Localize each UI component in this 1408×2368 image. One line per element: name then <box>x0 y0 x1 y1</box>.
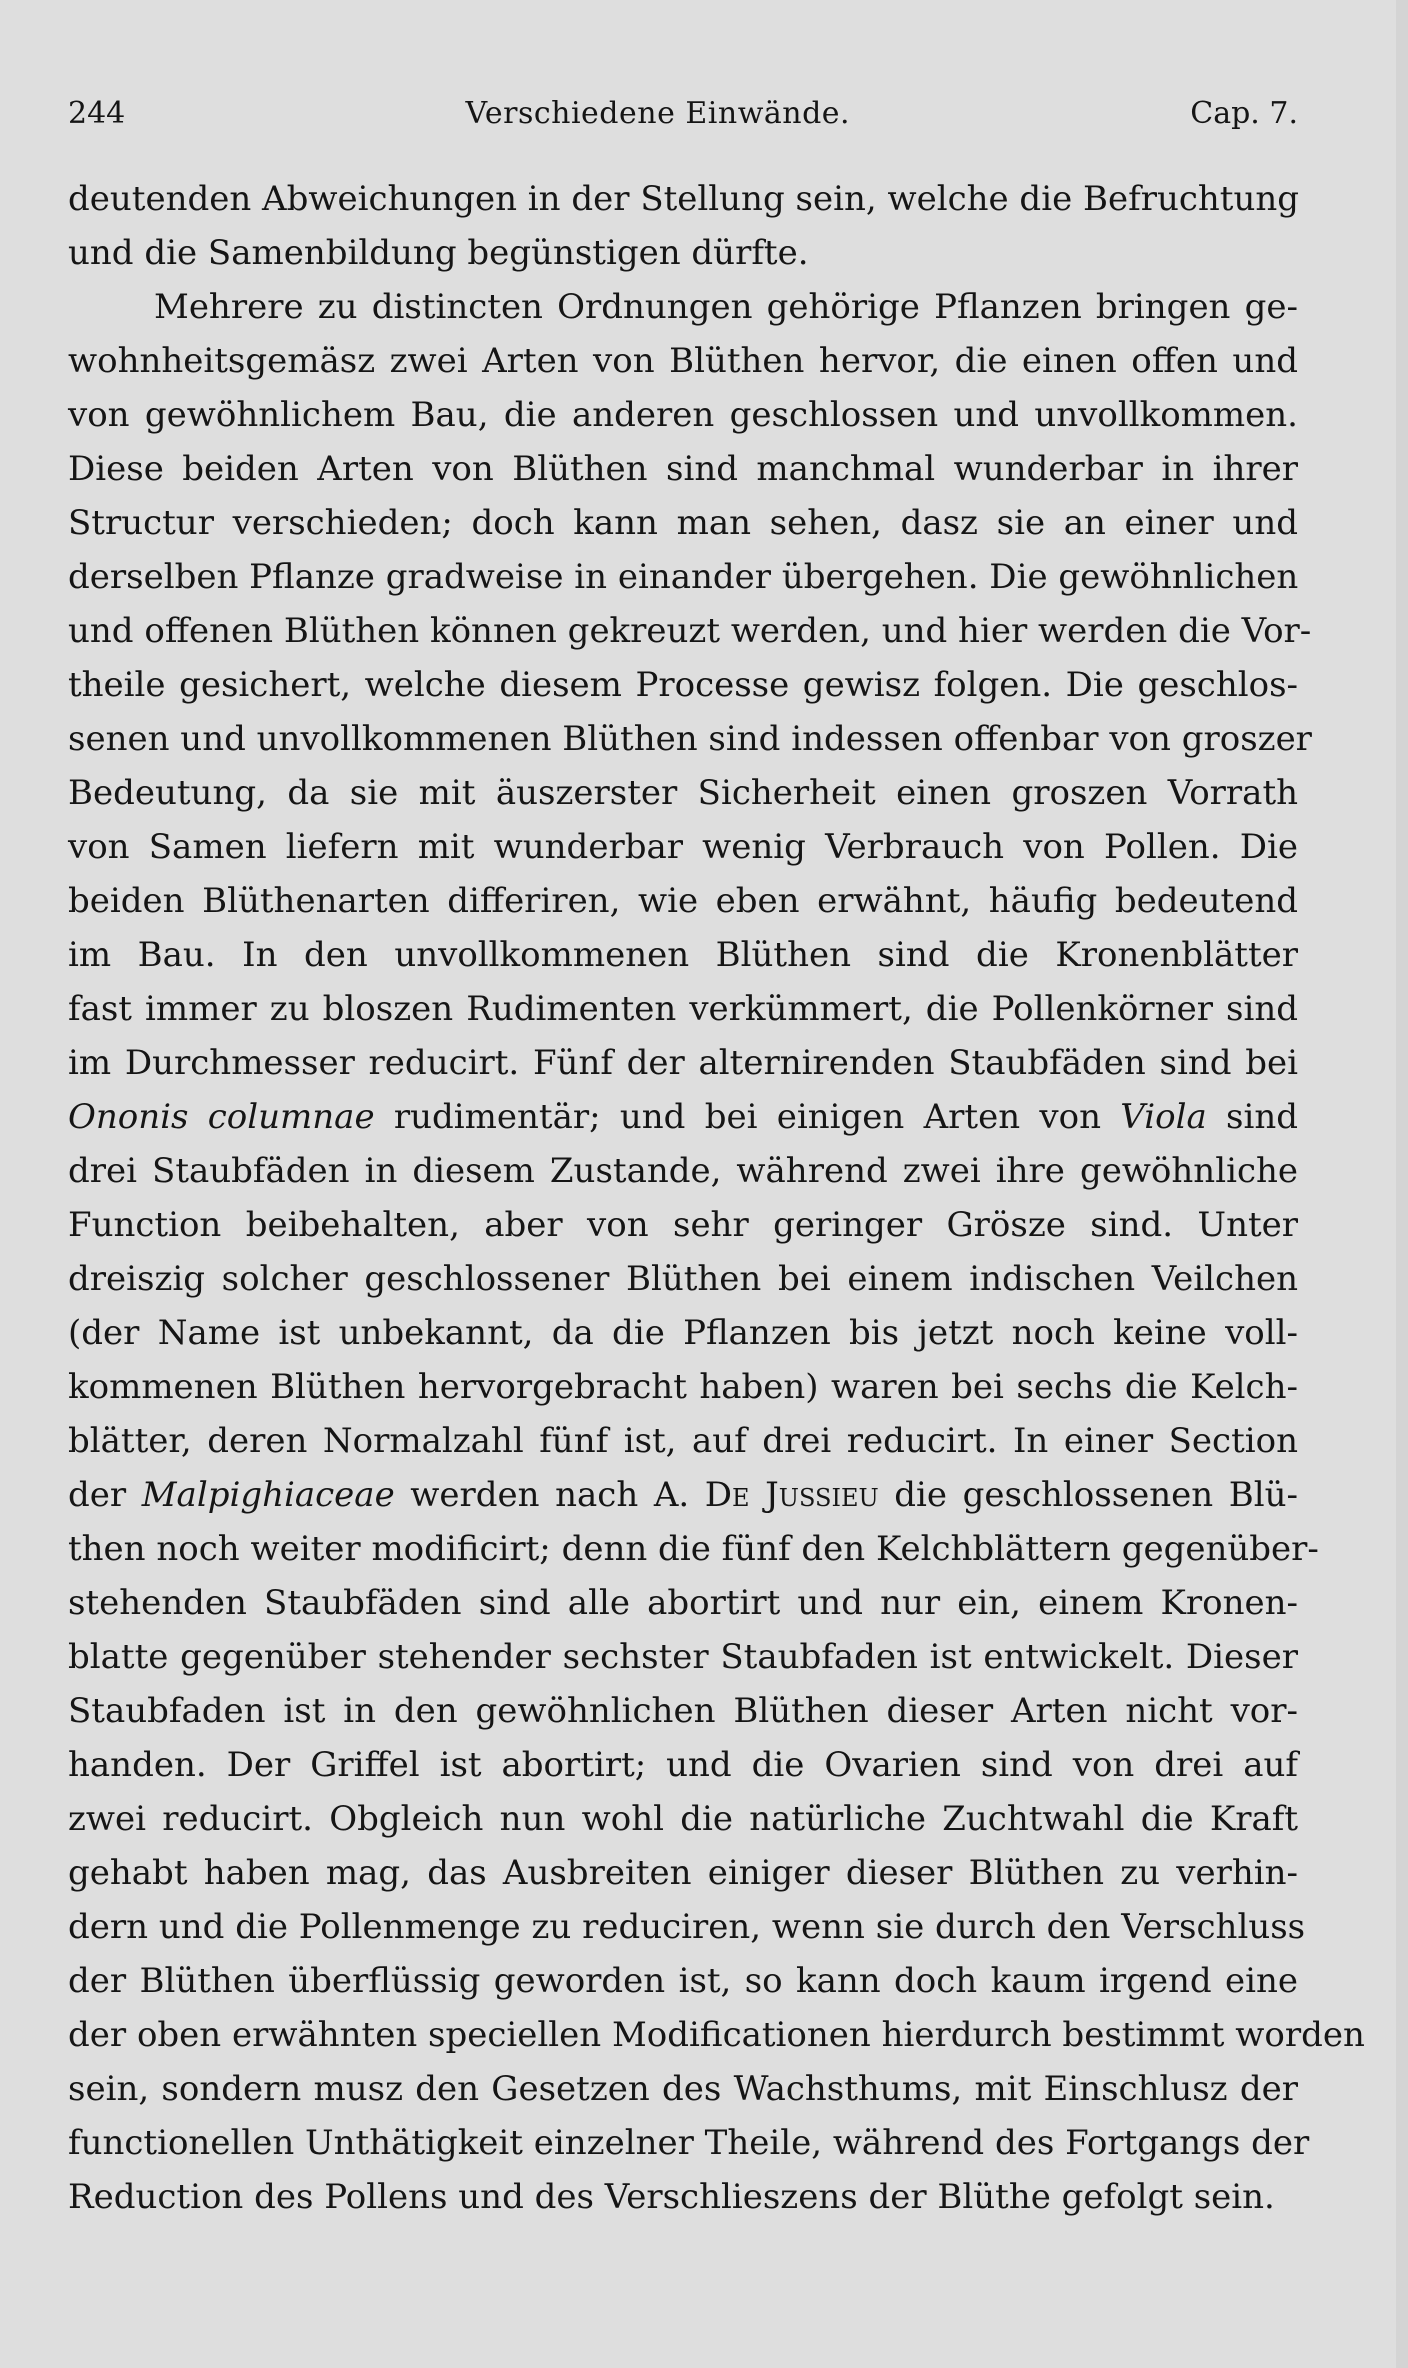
text-line: im Bau. In den unvollkommenen Blüthen sind die Kronenblätter <box>68 935 1298 975</box>
text-line: gehabt haben mag, das Ausbreiten einiger dieser Blüthen zu verhin- <box>68 1853 1298 1893</box>
running-header <box>68 92 1298 136</box>
text-line: der Blüthen überflüssig geworden ist, so kann doch kaum irgend eine <box>68 1961 1298 2001</box>
text-line: dern und die Pollenmenge zu reduciren, wenn sie durch den Verschluss <box>68 1907 1306 1947</box>
author-name: De Jussieu <box>704 1475 879 1515</box>
page-number: 244 <box>68 96 126 131</box>
text-line: then noch weiter modificirt; denn die fünf den Kelchblättern gegenüber- <box>68 1529 1319 1569</box>
text-line: Mehrere zu distincten Ordnungen gehörige Pflanzen bringen ge- <box>154 287 1298 327</box>
text-line: derselben Pflanze gradweise in einander übergehen. Die gewöhnlichen <box>68 557 1299 597</box>
text-line: von gewöhnlichem Bau, die anderen geschlossen und unvollkommen. <box>68 395 1298 435</box>
text-line: functionellen Unthätigkeit einzelner Theile, während des Fortgangs der <box>68 2123 1310 2163</box>
running-title: Verschiedene Einwände. <box>465 96 851 131</box>
text-line: wohnheitsgemäsz zwei Arten von Blüthen hervor, die einen offen und <box>68 341 1298 381</box>
text-line: senen und unvollkommenen Blüthen sind indessen offenbar von groszer <box>68 719 1312 759</box>
text-line: sein, sondern musz den Gesetzen des Wachsthums, mit Einschlusz der <box>68 2069 1298 2109</box>
text-line: im Durchmesser reducirt. Fünf der alternirenden Staubfäden sind bei <box>68 1043 1298 1083</box>
text-line: kommenen Blüthen hervorgebracht haben) waren bei sechs die Kelch- <box>68 1367 1298 1407</box>
text-line: stehenden Staubfäden sind alle abortirt und nur ein, einem Kronen- <box>68 1583 1298 1623</box>
text-line: Staubfaden ist in den gewöhnlichen Blüthen dieser Arten nicht vor- <box>68 1691 1298 1731</box>
chapter-label: Cap. 7. <box>1190 96 1298 131</box>
body-text <box>68 172 1365 2224</box>
text-line: (der Name ist unbekannt, da die Pflanzen bis jetzt noch keine voll- <box>68 1313 1298 1353</box>
text-line <box>68 1090 1298 1144</box>
line-fragment: sind <box>1206 1097 1298 1137</box>
text-line: Diese beiden Arten von Blüthen sind manchmal wunderbar in ihrer <box>68 449 1298 489</box>
italic-term: Viola <box>1120 1097 1207 1137</box>
text-line: und die Samenbildung begünstigen dürfte. <box>68 233 809 273</box>
text-line <box>68 1468 1298 1522</box>
text-line: Reduction des Pollens und des Verschlieszens der Blüthe gefolgt sein. <box>68 2177 1275 2217</box>
text-line: Function beibehalten, aber von sehr geringer Grösze sind. Unter <box>68 1205 1298 1245</box>
text-line: deutenden Abweichungen in der Stellung sein, welche die Befruchtung <box>68 179 1300 219</box>
line-fragment: werden nach A. <box>394 1475 705 1515</box>
page-edge <box>1396 0 1408 2368</box>
text-line: blatte gegenüber stehender sechster Staubfaden ist entwickelt. Dieser <box>68 1637 1298 1677</box>
text-line: Bedeutung, da sie mit äuszerster Sicherheit einen groszen Vorrath <box>68 773 1298 813</box>
line-fragment: rudimentär; und bei einigen Arten von <box>374 1097 1121 1137</box>
line-fragment: der <box>68 1475 142 1515</box>
text-line: blätter, deren Normalzahl fünf ist, auf drei reducirt. In einer Section <box>68 1421 1298 1461</box>
line-fragment: die geschlossenen Blü- <box>878 1475 1299 1515</box>
text-line: drei Staubfäden in diesem Zustande, während zwei ihre gewöhnliche <box>68 1151 1298 1191</box>
text-line: der oben erwähnten speciellen Modificationen hierdurch bestimmt worden <box>68 2015 1365 2055</box>
text-line: fast immer zu bloszen Rudimenten verkümmert, die Pollenkörner sind <box>68 989 1298 1029</box>
text-line: dreiszig solcher geschlossener Blüthen bei einem indischen Veilchen <box>68 1259 1298 1299</box>
text-line: und offenen Blüthen können gekreuzt werden, und hier werden die Vor- <box>68 611 1312 651</box>
text-line: handen. Der Griffel ist abortirt; und die Ovarien sind von drei auf <box>68 1745 1298 1785</box>
italic-term: Ononis columnae <box>68 1097 375 1137</box>
text-line: zwei reducirt. Obgleich nun wohl die natürliche Zuchtwahl die Kraft <box>68 1799 1298 1839</box>
italic-term: Malpighiaceae <box>141 1475 395 1515</box>
text-line: von Samen liefern mit wunderbar wenig Verbrauch von Pollen. Die <box>68 827 1298 867</box>
text-line: Structur verschieden; doch kann man sehen, dasz sie an einer und <box>68 503 1298 543</box>
text-line: beiden Blüthenarten differiren, wie eben erwähnt, häufig bedeutend <box>68 881 1298 921</box>
text-line: theile gesichert, welche diesem Processe gewisz folgen. Die geschlos- <box>68 665 1298 705</box>
